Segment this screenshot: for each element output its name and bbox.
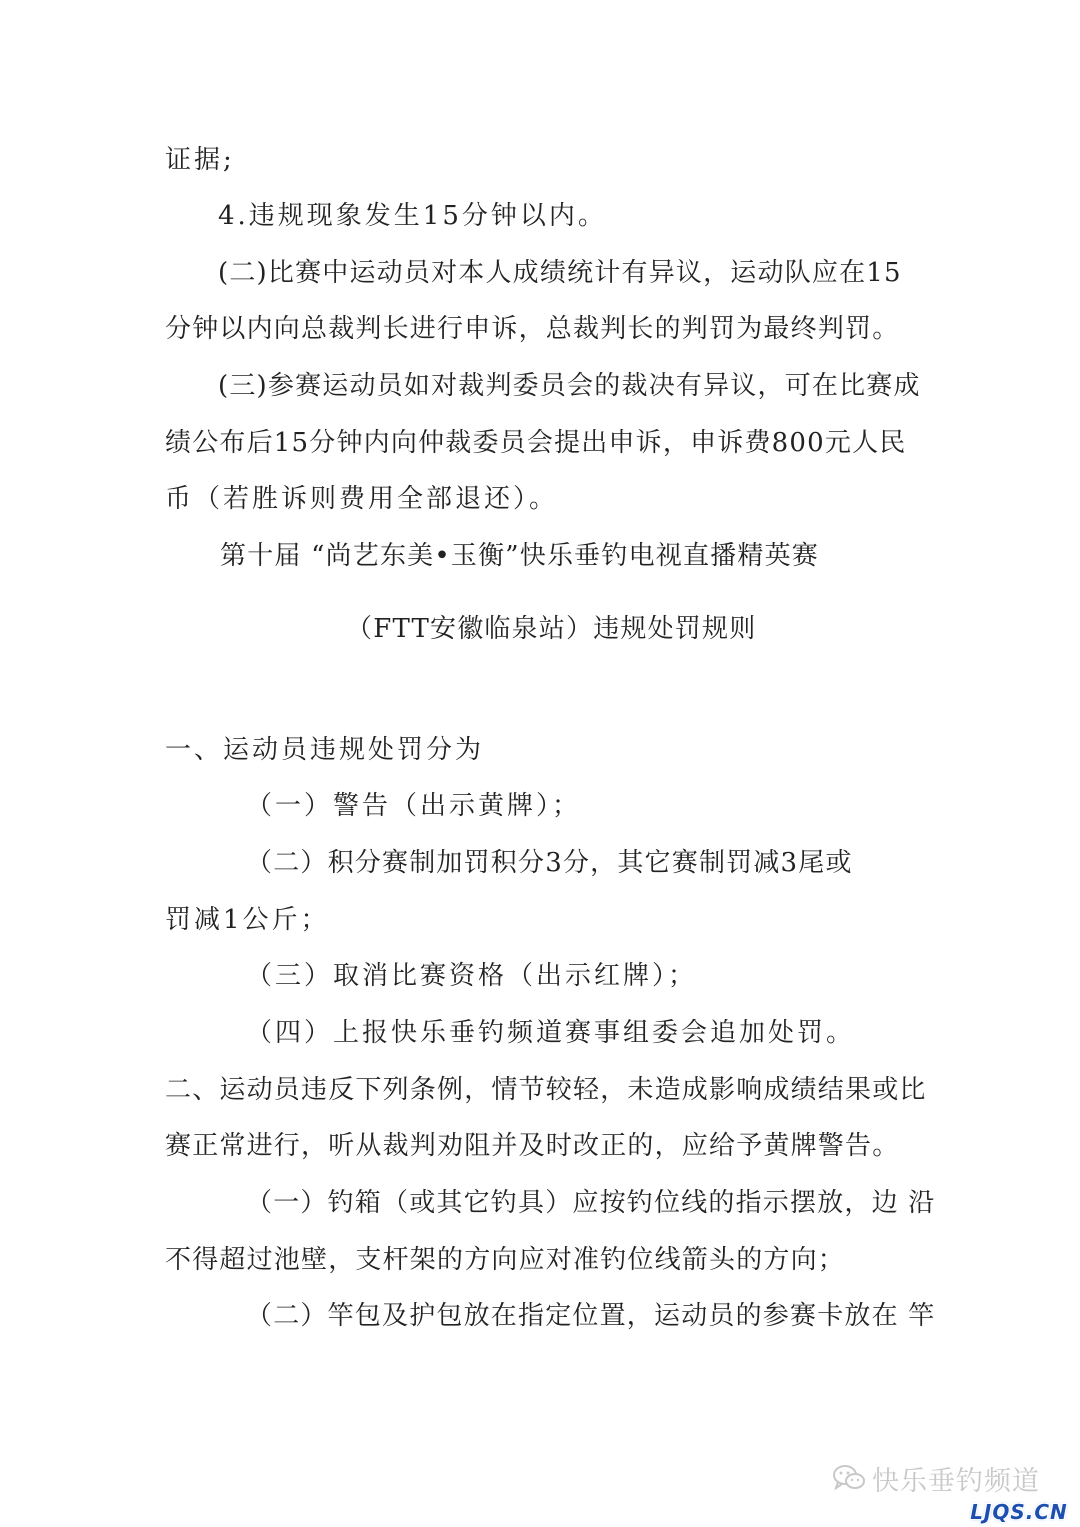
text-line: (三)参赛运动员如对裁判委员会的裁决有异议，可在比赛成 [218,371,921,401]
list-item: （三）取消比赛资格（出示红牌）； [246,961,698,991]
list-item: （四）上报快乐垂钓频道赛事组委会追加处罚。 [246,1018,856,1048]
doc-title-line-2: （FTT安徽临泉站）违规处罚规则 [346,614,757,644]
section-heading: 二、运动员违反下列条例，情节较轻，未造成影响成绩结果或比 [165,1075,927,1105]
channel-watermark [832,1458,1040,1498]
list-item: 罚减1公斤； [165,905,330,935]
text-line: 绩公布后15分钟内向仲裁委员会提出申诉，申诉费800元人民 [165,428,907,458]
wechat-icon [832,1463,866,1493]
doc-title-line-1: 第十届 “尚艺东美•玉衡”快乐垂钓电视直播精英赛 [220,541,819,571]
list-item: （二）积分赛制加罚积分3分，其它赛制罚减3尾或 [246,848,853,878]
text-line: 4.违规现象发生15分钟以内。 [218,201,607,231]
text-line: (二)比赛中运动员对本人成绩统计有异议，运动队应在15 [218,258,902,288]
text-line: 不得超过池壁，支杆架的方向应对准钓位线箭头的方向； [165,1245,846,1275]
list-item: （一）钓箱（或其它钓具）应按钓位线的指示摆放，边 沿 [246,1188,936,1218]
section-heading: 一、运动员违规处罚分为 [165,735,485,765]
text-line: 币（若胜诉则费用全部退还）。 [165,484,559,514]
list-item: （二）竿包及护包放在指定位置，运动员的参赛卡放在 竿 [246,1301,936,1331]
site-logo: LJQS.CN [970,1500,1068,1524]
list-item: （一）警告（出示黄牌）； [246,791,582,821]
text-line: 分钟以内向总裁判长进行申诉，总裁判长的判罚为最终判罚。 [165,314,900,344]
channel-name: 快乐垂钓频道 [872,1465,1040,1497]
text-line: 证据; [165,145,235,175]
text-line: 赛正常进行，听从裁判劝阻并及时改正的，应给予黄牌警告。 [165,1131,900,1161]
